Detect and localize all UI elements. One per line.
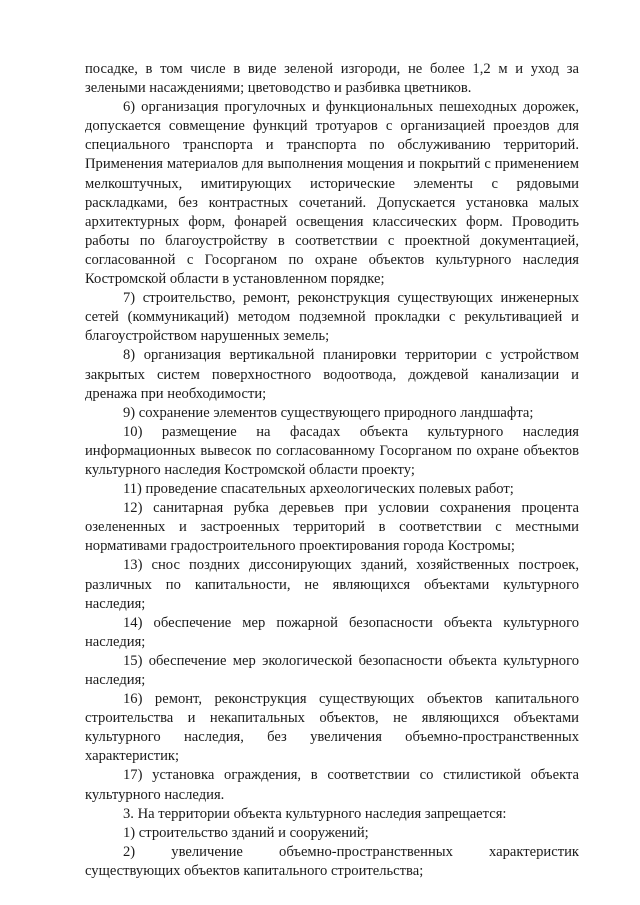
paragraph-item-11: 11) проведение спасательных археологических полевых работ;	[123, 481, 514, 498]
document-page	[85, 60, 579, 881]
paragraph-continuation: посадке, в том числе в виде зеленой изгороди, не более 1,2 м и уход за зелеными насаждениями; цветоводство и разбивка цветников.	[85, 61, 579, 97]
prohibited-item-2: 2) увеличение объемно-пространственных характеристик существующих объектов капитального строительства;	[85, 843, 579, 879]
prohibited-item-1: 1) строительство зданий и сооружений;	[123, 824, 369, 841]
paragraph-item-13: 13) снос поздних диссонирующих зданий, хозяйственных построек, различных по капитальности, не являющихся объектами культурного наследия;	[85, 557, 579, 612]
paragraph-item-12: 12) санитарная рубка деревьев при условии сохранения процента озелененных и застроенных территорий в соответствии с местными нормативами градостроительного проектирования города Костромы;	[85, 500, 579, 555]
paragraph-item-16: 16) ремонт, реконструкция существующих объектов капитального строительства и некапитальных объектов, не являющихся объектами культурного наследия, без увеличения объемно-пространственных характеристик;	[85, 691, 579, 765]
paragraph-item-9: 9) сохранение элементов существующего природного ландшафта;	[123, 404, 534, 421]
paragraph-item-10: 10) размещение на фасадах объекта культурного наследия информационных вывесок по согласованному Госорганом по охране объектов культурного наследия Костромской области проекту;	[85, 423, 579, 478]
paragraph-item-15: 15) обеспечение мер экологической безопасности объекта культурного наследия;	[85, 652, 579, 688]
paragraph-item-14: 14) обеспечение мер пожарной безопасности объекта культурного наследия;	[85, 614, 579, 650]
paragraph-item-7: 7) строительство, ремонт, реконструкция существующих инженерных сетей (коммуникаций) методом подземной прокладки с рекультивацией и благоустройством нарушенных земель;	[85, 290, 579, 345]
paragraph-item-6: 6) организация прогулочных и функциональных пешеходных дорожек, допускается совмещение функций тротуаров с организацией проездов для специального транспорта и транспорта по обслуживанию территорий. Применения материалов для выполнения мощения и покрытий с применением мелкоштучных, имитирующих исторические элементы с рядовыми раскладками, без контрастных сочетаний. Допускается установка малых архитектурных форм, фонарей освещения классических форм. Проводить работы по благоустройству в соответствии с проектной документацией, согласованной с Госорганом по охране объектов культурного наследия Костромской области в установленном порядке;	[85, 99, 579, 288]
paragraph-item-17: 17) установка ограждения, в соответствии со стилистикой объекта культурного наследия.	[85, 767, 579, 803]
paragraph-item-8: 8) организация вертикальной планировки территории с устройством закрытых систем поверхностного водоотвода, дождевой канализации и дренажа при необходимости;	[85, 347, 579, 402]
section-heading-3: 3. На территории объекта культурного наследия запрещается:	[123, 805, 507, 822]
